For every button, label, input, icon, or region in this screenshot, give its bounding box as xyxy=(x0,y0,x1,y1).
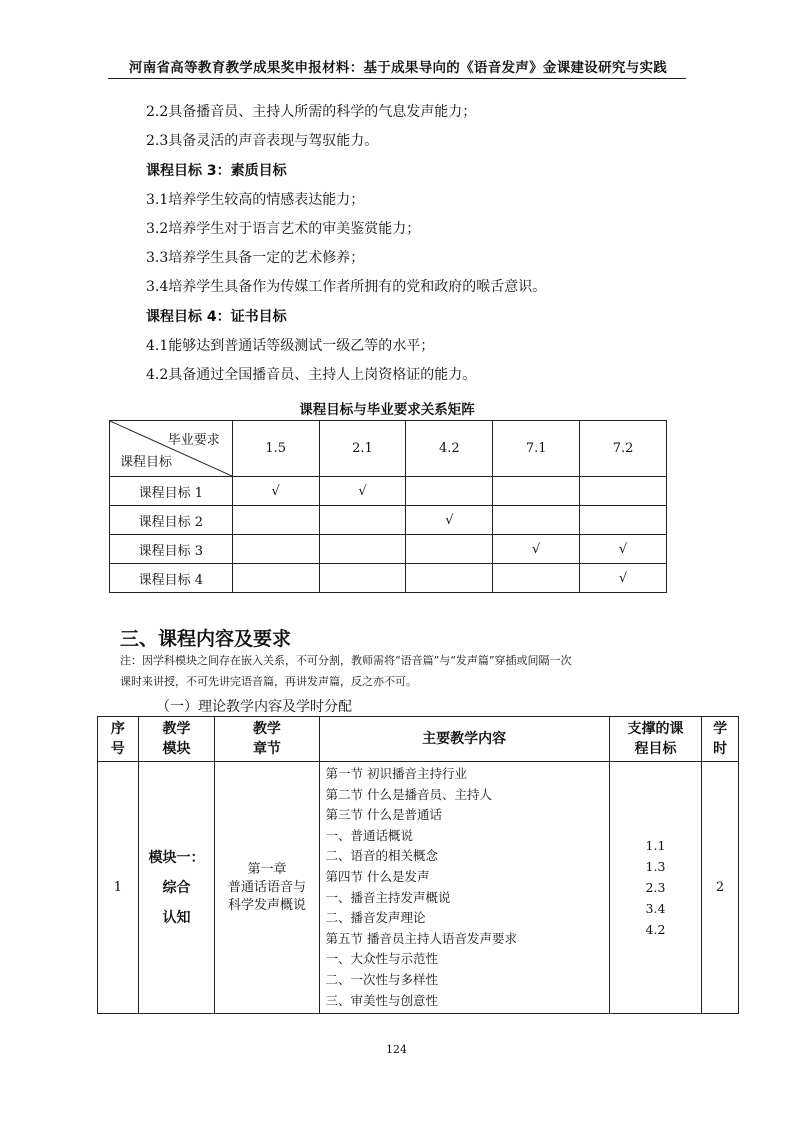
check-mark: √ xyxy=(358,483,367,499)
header-chapter-line1: 教学 xyxy=(252,721,281,737)
matrix-row xyxy=(110,477,667,506)
matrix-check-cell xyxy=(319,477,406,506)
chapter-line: 普通话语音与 xyxy=(227,879,306,895)
goal-line: 3.4培养学生具备作为传媒工作者所拥有的党和政府的喉舌意识。 xyxy=(146,279,547,295)
matrix-col-header: 2.1 xyxy=(319,421,406,477)
matrix-header-row xyxy=(110,421,667,477)
header-no-line1: 序 xyxy=(110,721,125,737)
matrix-empty-cell xyxy=(232,535,319,564)
matrix-empty-cell xyxy=(493,477,580,506)
content-item: 一、普通话概说 xyxy=(325,827,414,843)
target-item: 1.3 xyxy=(645,859,666,875)
header-no xyxy=(98,717,139,762)
matrix-empty-cell xyxy=(406,564,493,593)
matrix-empty-cell xyxy=(319,564,406,593)
content-item: 第二节 什么是播音员、主持人 xyxy=(325,786,493,802)
check-mark: √ xyxy=(271,483,280,499)
row-targets xyxy=(609,762,701,1014)
goal-line: 4.2具备通过全国播音员、主持人上岗资格证的能力。 xyxy=(146,367,477,383)
matrix-col-header: 7.1 xyxy=(493,421,580,477)
target-item: 4.2 xyxy=(645,922,666,938)
section-note-line-2: 课时来讲授，不可先讲完语音篇，再讲发声篇，反之亦不可。 xyxy=(120,675,417,688)
matrix-empty-cell xyxy=(406,477,493,506)
goal-line: 4.1能够达到普通话等级测试一级乙等的水平； xyxy=(146,338,435,354)
matrix-row-label: 课程目标 2 xyxy=(110,506,233,535)
chapter-line: 第一章 xyxy=(247,861,287,877)
header-chapter-line2: 章节 xyxy=(252,741,281,757)
header-target-line1: 支撑的课 xyxy=(627,721,684,737)
goal-line: 2.3具备灵活的声音表现与驾驭能力。 xyxy=(146,133,379,149)
matrix-empty-cell xyxy=(319,535,406,564)
matrix-check-cell xyxy=(406,506,493,535)
header-module xyxy=(138,717,215,762)
goals-matrix-table xyxy=(109,420,667,593)
matrix-row-label: 课程目标 4 xyxy=(110,564,233,593)
header-hours xyxy=(702,717,739,762)
matrix-empty-cell xyxy=(580,506,667,535)
module-line: 综合 xyxy=(162,879,191,896)
matrix-check-cell xyxy=(232,477,319,506)
content-table xyxy=(97,716,739,1014)
header-main: 主要教学内容 xyxy=(319,717,609,762)
content-item: 第五节 播音员主持人语音发声要求 xyxy=(325,930,518,946)
header-module-line2: 模块 xyxy=(162,741,191,757)
check-mark: √ xyxy=(445,512,454,528)
matrix-check-cell xyxy=(580,535,667,564)
content-item: 二、播音发声理论 xyxy=(325,910,426,926)
content-item: 二、一次性与多样性 xyxy=(325,971,439,987)
matrix-empty-cell xyxy=(580,477,667,506)
section-note-line-1: 注：因学科模块之间存在嵌入关系，不可分割，教师需将“语音篇”与“发声篇”穿插或间隔一次 xyxy=(120,654,572,667)
content-item: 第四节 什么是发声 xyxy=(325,868,430,884)
matrix-col-header: 4.2 xyxy=(406,421,493,477)
check-mark: √ xyxy=(618,541,628,557)
matrix-empty-cell xyxy=(319,506,406,535)
row-hours: 2 xyxy=(702,762,739,1014)
content-row xyxy=(98,762,739,1014)
matrix-corner-cell xyxy=(110,421,233,477)
matrix-empty-cell xyxy=(232,506,319,535)
target-item: 1.1 xyxy=(645,838,666,854)
matrix-empty-cell xyxy=(406,535,493,564)
matrix-empty-cell xyxy=(493,564,580,593)
matrix-row xyxy=(110,535,667,564)
row-module xyxy=(138,762,215,1014)
header-rule xyxy=(108,78,686,79)
target-item: 3.4 xyxy=(645,901,666,917)
subsection-heading: （一）理论教学内容及学时分配 xyxy=(156,699,352,715)
matrix-row xyxy=(110,564,667,593)
header-title: 河南省高等教育教学成果奖申报材料：基于成果导向的《语音发声》金课建设研究与实践 xyxy=(128,60,668,76)
section-title: 三、课程内容及要求 xyxy=(120,628,292,650)
header-target xyxy=(609,717,701,762)
goal-heading: 课程目标 4：证书目标 xyxy=(146,309,287,325)
target-item: 2.3 xyxy=(645,880,666,896)
check-mark: √ xyxy=(618,570,628,586)
goal-line: 3.2培养学生对于语言艺术的审美鉴赏能力； xyxy=(146,221,421,237)
content-header-row xyxy=(98,717,739,762)
content-item: 一、大众性与示范性 xyxy=(325,951,439,967)
matrix-row-label: 课程目标 3 xyxy=(110,535,233,564)
row-number: 1 xyxy=(98,762,139,1014)
header-module-line1: 教学 xyxy=(162,721,191,737)
matrix-col-header: 1.5 xyxy=(232,421,319,477)
matrix-row-label: 课程目标 1 xyxy=(110,477,233,506)
header-chapter xyxy=(215,717,319,762)
content-item: 第一节 初识播音主持行业 xyxy=(325,766,468,781)
header-target-line2: 程目标 xyxy=(634,741,677,757)
row-chapter xyxy=(215,762,319,1014)
matrix-empty-cell xyxy=(232,564,319,593)
check-mark: √ xyxy=(532,541,541,557)
goal-line: 3.3培养学生具备一定的艺术修养； xyxy=(146,250,365,266)
content-item: 一、播音主持发声概说 xyxy=(325,889,451,905)
module-line: 模块一： xyxy=(148,849,205,866)
matrix-empty-cell xyxy=(493,506,580,535)
corner-top-label: 毕业要求 xyxy=(167,433,220,448)
content-item: 三、审美性与创意性 xyxy=(325,992,439,1008)
content-item: 第三节 什么是普通话 xyxy=(325,807,443,823)
goal-heading: 课程目标 3：素质目标 xyxy=(146,163,287,179)
header-hours-line1: 学 xyxy=(713,721,728,737)
row-main-content xyxy=(319,762,609,1014)
content-item: 二、语音的相关概念 xyxy=(325,848,439,864)
header-hours-line2: 时 xyxy=(713,741,728,757)
module-line: 认知 xyxy=(162,909,191,926)
matrix-col-header: 7.2 xyxy=(580,421,667,477)
goal-line: 3.1培养学生较高的情感表达能力； xyxy=(146,192,365,208)
chapter-line: 科学发声概说 xyxy=(227,897,306,913)
matrix-body xyxy=(110,477,667,593)
corner-bottom-label: 课程目标 xyxy=(120,455,173,470)
matrix-row xyxy=(110,506,667,535)
goal-line: 2.2具备播音员、主持人所需的科学的气息发声能力； xyxy=(146,104,477,120)
page-number: 124 xyxy=(386,1043,407,1056)
header-no-line2: 号 xyxy=(110,741,125,757)
matrix-caption: 课程目标与毕业要求关系矩阵 xyxy=(299,402,475,418)
matrix-check-cell xyxy=(493,535,580,564)
matrix-check-cell xyxy=(580,564,667,593)
